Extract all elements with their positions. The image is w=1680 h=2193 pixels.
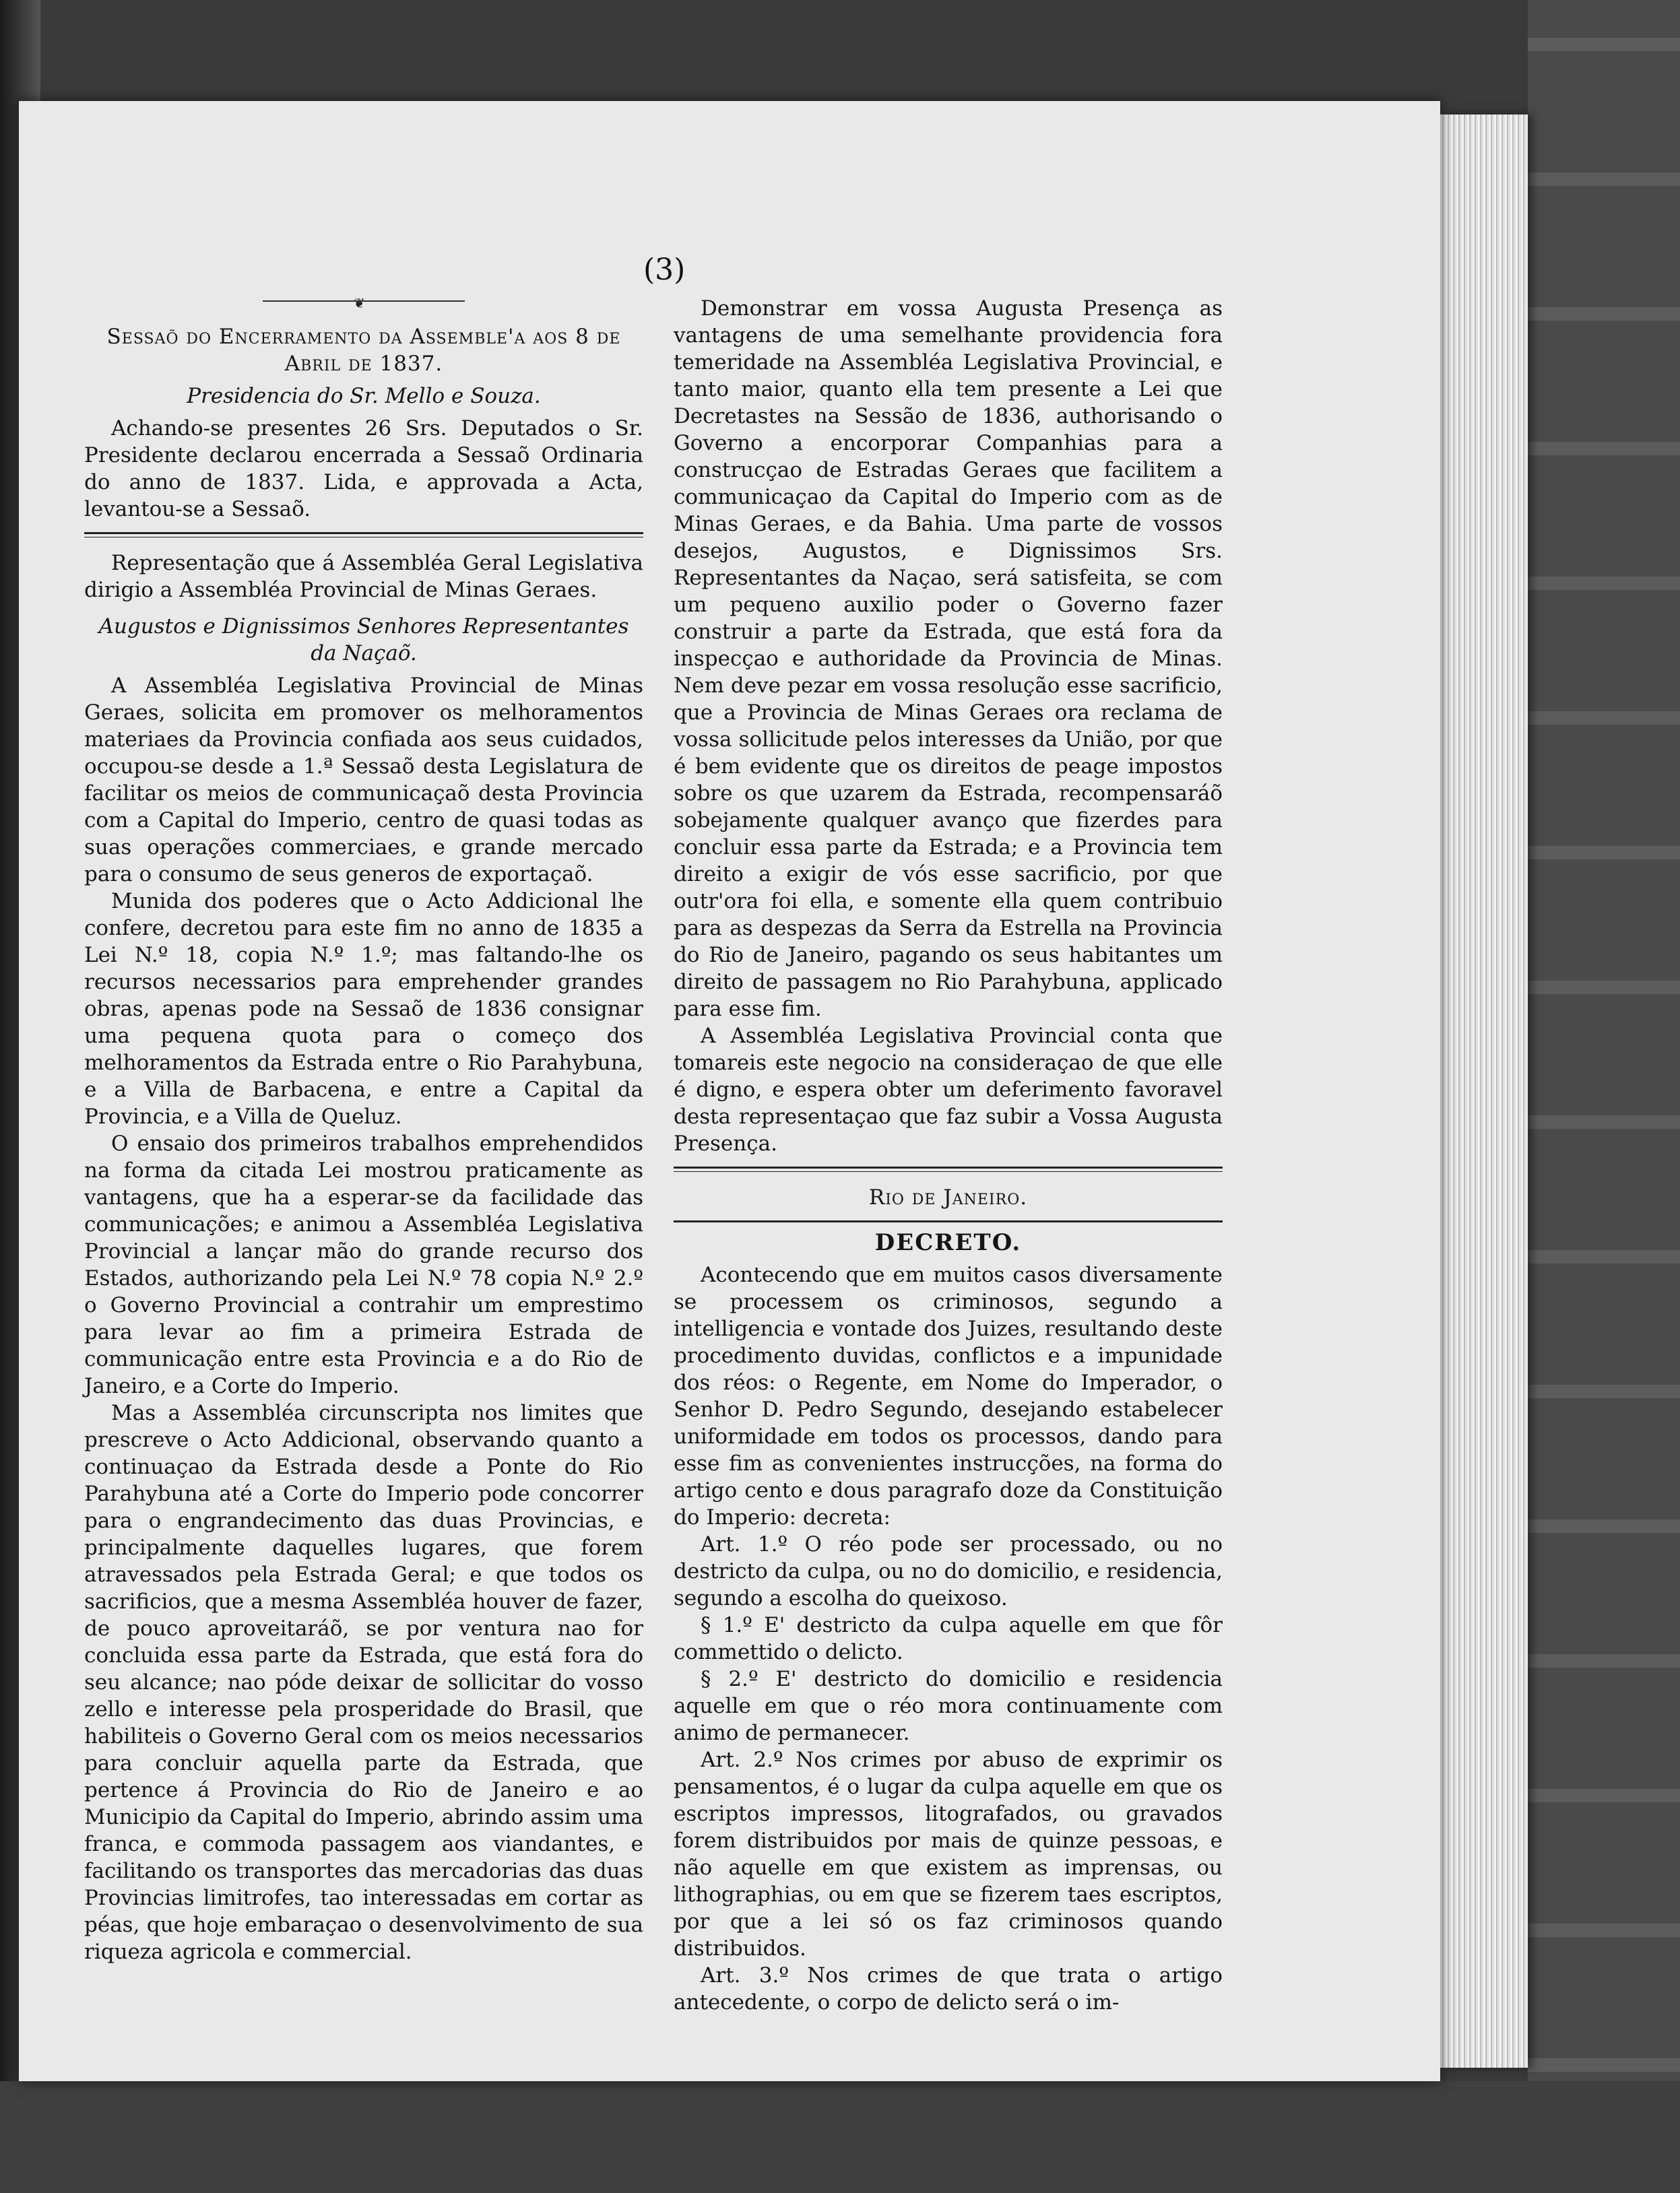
- background-right: [1528, 0, 1680, 2193]
- left-paragraph-2: Munida dos poderes que o Acto Addicional lhe confere, decretou para este fim no anno de 1835 a Lei N.º 18, copia N.º 1.º; mas faltando-lhe os recursos necessarios para emprehender grandes obras, apenas pode na Sessaõ de 1836 consignar uma pequena quota para o começo dos melhoramentos da Estrada entre o Rio Parahybuna, e a Villa de Barbacena, e entre a Capital da Provincia, e a Villa de Queluz.: [84, 889, 643, 1129]
- location-rule: [674, 1220, 1223, 1222]
- session-paragraph: Achando-se presentes 26 Srs. Deputados o Sr. Presidente declarou encerrada a Sessaõ Ordinaria do anno de 1837. Lida, e approvada a Acta, levantou-se a Sessaõ.: [84, 416, 643, 521]
- location-heading: Rio de Janeiro.: [868, 1185, 1028, 1210]
- salutation: Augustos e Dignissimos Senhores Representantes da Naçaõ.: [98, 614, 629, 665]
- right-paragraph-1: Demonstrar em vossa Augusta Presença as vantagens de uma semelhante providencia fora temeridade na Assembléa Legislativa Provincial, e tanto maior, quanto ella tem presente a Lei que Decretastes na Sessão de 1836, authorisando o Governo a encorporar Companhias para a construcçao de Estradas Geraes que facilitem a communicaçao da Capital do Imperio com as de Minas Geraes, e da Bahia. Uma parte de vossos desejos, Augustos, e Dignissimos Srs. Representantes da Naçao, será satisfeita, se com um pequeno auxilio poder o Governo fazer construir a parte da Estrada, que está fora da inspecçao e authoridade da Provincia de Minas. Nem deve pezar em vossa resolução esse sacrificio, que a Provincia de Minas Geraes ora reclama de vossa sollicitude pelos interesses da União, por que é bem evidente que os direitos de peage impostos sobre os que uzarem da Estrada, recompensaráõ sobejamente qualquer avanço que fizerdes para concluir essa parte da Estrada; e a Provincia tem direito a exigir de vós esse sacrificio, por que outr'ora foi ella, e somente ella quem contribuio para as despezas da Serra da Estrella na Provincia do Rio de Janeiro, pagando os seus habitantes um direito de passagem no Rio Parahybuna, applicado para esse fim.: [674, 296, 1223, 1021]
- right-column: [674, 295, 1223, 2016]
- background-bottom: [0, 2081, 1680, 2193]
- section-rule: [84, 532, 643, 537]
- left-paragraph-4: Mas a Assembléa circunscripta nos limites que prescreve o Acto Addicional, observando quanto a continuaçao da Estrada desde a Ponte do Rio Parahybuna até a Corte do Imperio pode concorrer para o engrandecimento das duas Provincias, e principalmente daquelles lugares, que forem atravessados pela Estrada Geral; e que todos os sacrificios, que a mesma Assembléa houver de fazer, de pouco aproveitaráõ, se por ventura nao for concluida essa parte da Estrada, que está fora do seu alcance; nao póde deixar de sollicitar do vosso zello e interesse pela prosperidade do Brasil, que habiliteis o Governo Geral com os meios necessarios para concluir aquella parte da Estrada, que pertence á Provincia do Rio de Janeiro e ao Municipio da Capital do Imperio, abrindo assim uma franca, e commoda passagem aos viandantes, e facilitando os transportes das mercadorias das duas Provincias limitrofes, tao interessadas em cortar as péas, que hoje embaraçao o desenvolvimento de sua riqueza agricola e commercial.: [84, 1401, 643, 1964]
- left-column: [84, 296, 643, 1965]
- right-paragraph-2: A Assembléa Legislativa Provincial conta que tomareis este negocio na consideraçao de que elle é digno, e espera obter um deferimento favoravel desta representaçao que faz subir a Vossa Augusta Presença.: [674, 1024, 1223, 1156]
- book-page-edges: [1440, 114, 1528, 2068]
- decree-preamble: Acontecendo que em muitos casos diversamente se processem os criminosos, segundo a intelligencia e vontade dos Juizes, resultando deste procedimento duvidas, conflictos e a impunidade dos réos: o Regente, em Nome do Imperador, o Senhor D. Pedro Segundo, desejando estabelecer uniformidade em todos os processos, dando para esse fim as convenientes instrucções, na forma do artigo cento e dous paragrafo doze da Constituição do Imperio: decreta:: [674, 1263, 1223, 1530]
- left-paragraph-3: O ensaio dos primeiros trabalhos emprehendidos na forma da citada Lei mostrou praticamente as vantagens, que ha a esperar-se da facilidade das communicações; e animou a Assembléa Legislativa Provincial a lançar mão do grande recurso dos Estados, authorizando pela Lei N.º 78 copia N.º 2.º o Governo Provincial a contrahir um emprestimo para levar ao fim a primeira Estrada de communicação entre esta Provincia e a do Rio de Janeiro, e a Corte do Imperio.: [84, 1132, 643, 1398]
- presidency-line: Presidencia do Sr. Mello e Souza.: [187, 384, 541, 408]
- section-rule-right: [674, 1167, 1223, 1172]
- article-1: Art. 1.º O réo pode ser processado, ou no destricto da culpa, ou no do domicilio, e residencia, segundo a escolha do queixoso.: [674, 1532, 1223, 1610]
- representation-heading: Representação que á Assembléa Geral Legislativa dirigio a Assembléa Provincial de Minas Geraes.: [84, 551, 643, 602]
- paragraph-1: § 1.º E' destricto da culpa aquelle em que fôr commettido o delicto.: [674, 1613, 1223, 1664]
- article-3: Art. 3.º Nos crimes de que trata o artigo antecedente, o corpo de delicto será o im-: [674, 1963, 1223, 2015]
- paragraph-2: § 2.º E' destricto do domicilio e residencia aquelle em que o réo mora continuamente com animo de permanecer.: [674, 1667, 1223, 1745]
- decree-title: DECRETO.: [874, 1229, 1022, 1256]
- left-paragraph-1: A Assembléa Legislativa Provincial de Minas Geraes, solicita em promover os melhoramentos materiaes da Provincia confiada aos seus cuidados, occupou-se desde a 1.ª Sessaõ desta Legislatura de facilitar os meios de communicaçaõ desta Provincia com a Capital do Imperio, centro de quasi todas as suas operações commerciaes, e grande mercado para o consumo de seus generos de exportaçaõ.: [84, 674, 643, 886]
- page-number: (3): [643, 253, 686, 287]
- ornament-divider: [263, 300, 465, 317]
- session-heading: Sessaõ do Encerramento da Assemble'a aos 8 de Abril de 1837.: [106, 325, 621, 376]
- article-2: Art. 2.º Nos crimes por abuso de exprimir os pensamentos, é o lugar da culpa aquelle em que os escriptos impressos, litografados, ou gravados forem distribuidos por mais de quinze pessoas, e não aquelle em que existem as imprensas, ou lithographias, ou em que se fizerem taes escriptos, por que a lei só os faz criminosos quando distribuidos.: [674, 1748, 1223, 1961]
